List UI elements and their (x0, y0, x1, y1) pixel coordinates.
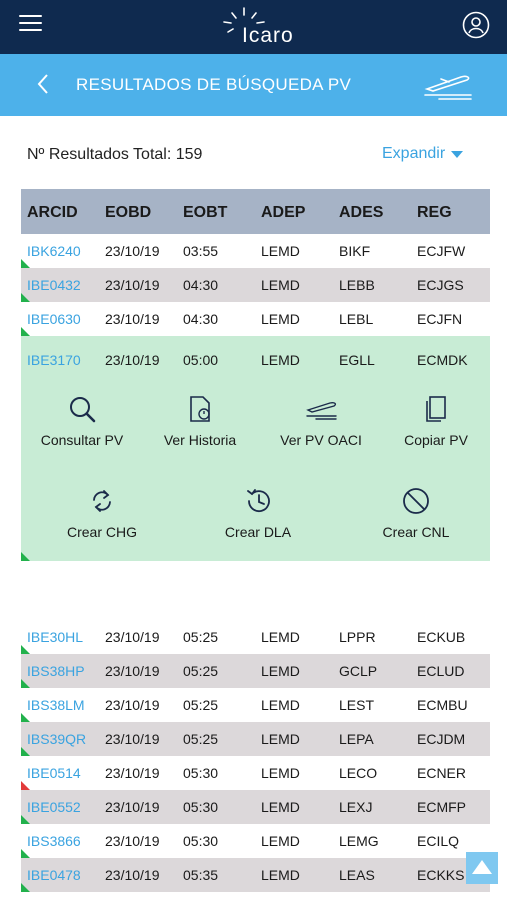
reg-cell: ECMFP (417, 799, 466, 815)
reg-cell: ECJFN (417, 311, 463, 327)
airplane-takeoff-icon (421, 67, 473, 101)
user-icon[interactable] (462, 11, 490, 39)
status-marker (21, 815, 30, 824)
ades-cell: LEST (339, 697, 375, 713)
eobt-cell: 05:00 (183, 352, 219, 368)
arcid-link[interactable]: IBS38LM (27, 697, 85, 713)
ades-cell: LECO (339, 765, 378, 781)
crear-dla-button[interactable] (213, 486, 303, 540)
ades-cell: BIKF (339, 243, 371, 259)
eobd-cell: 23/10/19 (105, 867, 160, 883)
app-header (0, 0, 507, 54)
table-row[interactable] (21, 824, 490, 858)
status-marker (21, 327, 30, 336)
status-marker (21, 679, 30, 688)
eobd-cell: 23/10/19 (105, 277, 160, 293)
column-header-ades[interactable]: ADES (339, 204, 384, 221)
expanded-row (21, 336, 490, 561)
crear-cnl-button[interactable] (371, 486, 461, 540)
status-marker (21, 883, 30, 892)
arcid-link[interactable]: IBE0630 (27, 311, 81, 327)
status-marker (21, 293, 30, 302)
status-marker-alert (21, 781, 30, 790)
ades-cell: EGLL (339, 352, 375, 368)
adep-cell: LEMD (261, 663, 300, 679)
arcid-link[interactable]: IBE0478 (27, 867, 81, 883)
adep-cell: LEMD (261, 243, 300, 259)
page-title: RESULTADOS DE BÚSQUEDA PV (76, 75, 352, 94)
arcid-link[interactable]: IBE0552 (27, 799, 81, 815)
eobd-cell: 23/10/19 (105, 311, 160, 327)
reg-cell: ECLUD (417, 663, 465, 679)
reg-cell: ECNER (417, 765, 467, 781)
ades-cell: LEPA (339, 731, 374, 747)
eobt-cell: 05:25 (183, 731, 219, 747)
menu-icon[interactable] (19, 15, 42, 33)
reg-cell: ECILQ (417, 833, 460, 849)
eobd-cell: 23/10/19 (105, 663, 160, 679)
crear-cnl-label: Crear CNL (382, 524, 450, 540)
eobt-cell: 04:30 (183, 311, 219, 327)
adep-cell: LEMD (261, 799, 300, 815)
consultar-pv-label: Consultar PV (40, 432, 124, 448)
arcid-link[interactable]: IBS39QR (27, 731, 87, 747)
arrow-up-icon (466, 852, 498, 884)
table-row[interactable] (21, 302, 490, 336)
eobt-cell: 04:30 (183, 277, 219, 293)
table-header (21, 189, 490, 234)
plane-icon (304, 394, 338, 424)
reg-cell: ECJGS (417, 277, 464, 293)
table-row[interactable] (21, 858, 490, 892)
back-chevron-icon[interactable] (35, 71, 51, 97)
adep-cell: LEMD (261, 731, 300, 747)
table-row[interactable] (21, 268, 490, 302)
eobt-cell: 05:25 (183, 663, 219, 679)
status-marker (21, 645, 30, 654)
table-row[interactable] (21, 790, 490, 824)
adep-cell: LEMD (261, 352, 300, 368)
reg-cell: ECKUB (417, 629, 466, 645)
expand-button[interactable] (382, 145, 463, 163)
scroll-to-top-button[interactable] (466, 852, 498, 884)
reg-cell: ECKKS (417, 867, 465, 883)
logo-text: Icaro (242, 24, 294, 47)
ver-historia-label: Ver Historia (163, 432, 237, 448)
search-icon (67, 394, 97, 424)
ades-cell: LEAS (339, 867, 375, 883)
expand-label: Expandir (382, 145, 446, 162)
ades-cell: LEXJ (339, 799, 373, 815)
column-header-reg[interactable]: REG (417, 204, 452, 221)
reg-cell: ECMDK (417, 352, 468, 368)
arcid-link[interactable]: IBE3170 (27, 352, 81, 368)
status-marker (21, 849, 30, 858)
ver-pv-oaci-label: Ver PV OACI (280, 432, 362, 448)
column-header-arcid[interactable]: ARCID (27, 204, 78, 221)
adep-cell: LEMD (261, 629, 300, 645)
copy-icon (421, 394, 451, 424)
arcid-link[interactable]: IBE0432 (27, 277, 81, 293)
reg-cell: ECMBU (417, 697, 468, 713)
eobt-cell: 05:30 (183, 833, 219, 849)
arcid-link[interactable]: IBK6240 (27, 243, 81, 259)
eobd-cell: 23/10/19 (105, 629, 160, 645)
eobd-cell: 23/10/19 (105, 243, 160, 259)
table-row[interactable] (21, 620, 490, 654)
column-header-eobd[interactable]: EOBD (105, 204, 152, 221)
ver-pv-oaci-button[interactable] (273, 394, 369, 448)
table-row[interactable] (21, 688, 490, 722)
arcid-link[interactable]: IBS3866 (27, 833, 81, 849)
copiar-pv-button[interactable] (391, 394, 481, 448)
cancel-icon (401, 486, 431, 516)
adep-cell: LEMD (261, 833, 300, 849)
ades-cell: LEBB (339, 277, 375, 293)
eobt-cell: 05:30 (183, 799, 219, 815)
table-row[interactable] (21, 234, 490, 268)
results-toolbar (0, 54, 507, 116)
table-row[interactable] (21, 722, 490, 756)
ver-historia-button[interactable] (155, 394, 245, 448)
reg-cell: ECJFW (417, 243, 466, 259)
table-row[interactable] (21, 756, 490, 790)
adep-cell: LEMD (261, 697, 300, 713)
ades-cell: LEBL (339, 311, 374, 327)
table-row[interactable] (21, 336, 490, 382)
eobd-cell: 23/10/19 (105, 833, 160, 849)
consultar-pv-button[interactable] (37, 394, 127, 448)
status-marker (21, 747, 30, 756)
eobd-cell: 23/10/19 (105, 799, 160, 815)
column-header-eobt[interactable]: EOBT (183, 204, 228, 221)
eobd-cell: 23/10/19 (105, 765, 160, 781)
adep-cell: LEMD (261, 277, 300, 293)
ades-cell: LPPR (339, 629, 376, 645)
status-marker (21, 552, 30, 561)
adep-cell: LEMD (261, 765, 300, 781)
crear-chg-button[interactable] (57, 486, 147, 540)
copiar-pv-label: Copiar PV (404, 432, 468, 448)
crear-dla-label: Crear DLA (224, 524, 292, 540)
ades-cell: LEMG (339, 833, 379, 849)
eobd-cell: 23/10/19 (105, 731, 160, 747)
refresh-icon (87, 486, 117, 516)
eobt-cell: 05:25 (183, 697, 219, 713)
eobd-cell: 23/10/19 (105, 352, 160, 368)
eobt-cell: 05:25 (183, 629, 219, 645)
results-total: Nº Resultados Total: 159 (27, 146, 203, 163)
app-logo (220, 6, 296, 48)
crear-chg-label: Crear CHG (66, 524, 137, 540)
adep-cell: LEMD (261, 867, 300, 883)
table-row[interactable] (21, 654, 490, 688)
eobt-cell: 03:55 (183, 243, 219, 259)
history-doc-icon (185, 394, 215, 424)
clock-history-icon (243, 486, 273, 516)
adep-cell: LEMD (261, 311, 300, 327)
ades-cell: GCLP (339, 663, 378, 679)
eobt-cell: 05:35 (183, 867, 219, 883)
eobt-cell: 05:30 (183, 765, 219, 781)
arcid-link[interactable]: IBE30HL (27, 629, 84, 645)
status-marker (21, 259, 30, 268)
reg-cell: ECJDM (417, 731, 466, 747)
status-marker (21, 713, 30, 722)
caret-down-icon (451, 150, 463, 158)
eobd-cell: 23/10/19 (105, 697, 160, 713)
arcid-link[interactable]: IBE0514 (27, 765, 81, 781)
column-header-adep[interactable]: ADEP (261, 204, 306, 221)
arcid-link[interactable]: IBS38HP (27, 663, 85, 679)
